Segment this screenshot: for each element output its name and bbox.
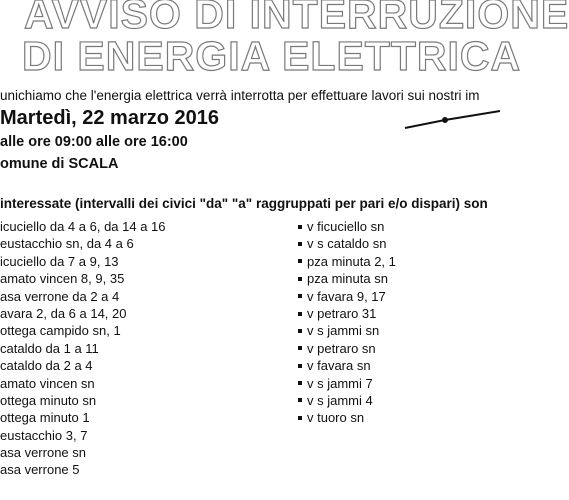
street-item [298, 270, 396, 287]
bullet-icon [298, 364, 302, 368]
power-line-graphic [405, 108, 500, 130]
notice-title-line-1: AVVISO DI INTERRUZIONE [24, 0, 569, 37]
street-item [298, 322, 396, 339]
streets-heading: interessate (intervalli dei civici "da" "a" raggruppati per pari e/o dispari) son [0, 196, 488, 211]
street-label: v favara sn [307, 358, 371, 374]
street-item: eustacchio 3, 7 [0, 427, 88, 443]
notice-title-line-2: DI ENERGIA ELETTRICA [22, 33, 522, 79]
street-item [298, 357, 396, 374]
bullet-icon [298, 346, 302, 350]
bullet-icon [298, 277, 302, 281]
bullet-icon [298, 398, 302, 402]
street-item [298, 409, 396, 426]
street-label: v s jammi sn [307, 323, 380, 339]
street-item: icuciello da 7 a 9, 13 [0, 253, 119, 269]
street-label: v s jammi 7 [307, 375, 373, 391]
street-item: amato vincen 8, 9, 35 [0, 271, 125, 287]
street-label: v s jammi 4 [307, 392, 373, 408]
bullet-icon [298, 259, 302, 263]
intro-text: unichiamo che l'energia elettrica verrà interrotta per effettuare lavori sui nostri im [0, 88, 480, 103]
bullet-icon [298, 312, 302, 316]
street-item: icuciello da 4 a 6, da 14 a 16 [0, 219, 166, 234]
streets-list-left [0, 218, 166, 479]
street-label: v tuoro sn [307, 410, 365, 426]
bullet-icon [298, 242, 302, 246]
street-label: pza minuta sn [307, 271, 388, 287]
street-item: avara 2, da 6 a 14, 20 [0, 305, 127, 321]
bullet-icon [298, 294, 302, 298]
street-item: amato vincen sn [0, 375, 95, 391]
street-item: asa verrone da 2 a 4 [0, 288, 120, 304]
street-item: asa verrone sn [0, 445, 86, 461]
street-item [298, 392, 396, 409]
street-item: ottega minuto sn [0, 392, 97, 408]
street-item [298, 288, 396, 305]
bullet-icon [298, 416, 302, 420]
outage-date: Martedì, 22 marzo 2016 [0, 107, 219, 129]
street-item [298, 340, 396, 357]
street-item: ottega minuto 1 [0, 410, 90, 426]
streets-list-right [298, 218, 396, 427]
street-label: v petraro 31 [307, 305, 377, 321]
bullet-icon [298, 225, 302, 229]
comune-name: omune di SCALA [0, 156, 119, 172]
street-item [298, 235, 396, 252]
street-label: v ficuciello sn [307, 219, 385, 234]
street-item: asa verrone 5 [0, 462, 80, 478]
street-label: v favara 9, 17 [307, 288, 386, 304]
street-item [298, 305, 396, 322]
street-item [298, 253, 396, 270]
outage-hours: alle ore 09:00 alle ore 16:00 [0, 134, 188, 150]
street-label: pza minuta 2, 1 [307, 253, 396, 269]
street-label: v s cataldo sn [307, 236, 387, 252]
street-item: cataldo da 2 a 4 [0, 358, 93, 374]
bullet-icon [298, 381, 302, 385]
street-label: v petraro sn [307, 340, 376, 356]
street-item: eustacchio sn, da 4 a 6 [0, 236, 134, 252]
street-item: cataldo da 1 a 11 [0, 340, 99, 356]
street-item [298, 375, 396, 392]
street-item [298, 218, 396, 235]
bullet-icon [298, 329, 302, 333]
street-item: ottega campido sn, 1 [0, 323, 121, 339]
